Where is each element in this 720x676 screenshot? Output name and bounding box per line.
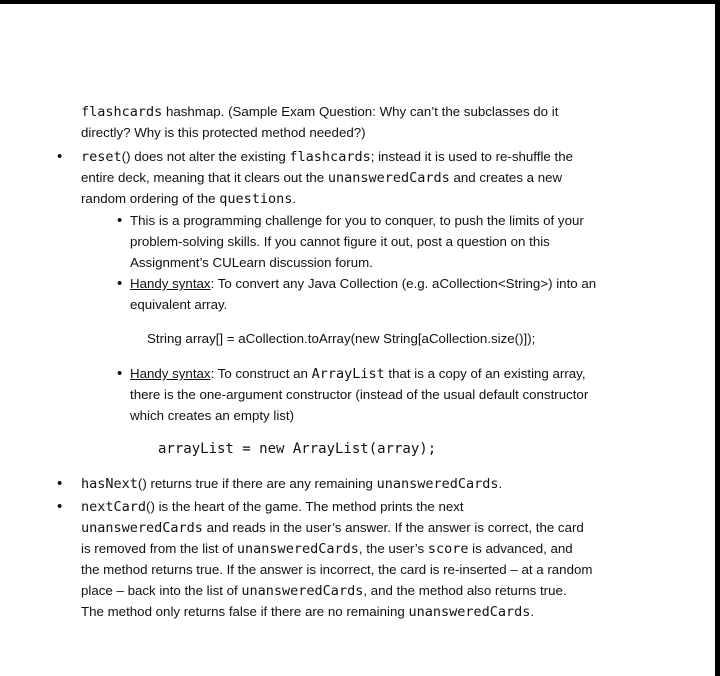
code-term: flashcards: [289, 149, 371, 165]
bullet-line: [81, 538, 573, 560]
paragraph-line: directly? Why is this protected method needed?): [81, 125, 366, 140]
code-term: nextCard: [81, 499, 147, 515]
text-run: and creates a new: [449, 170, 563, 185]
bullet-line: [81, 601, 534, 623]
sub-bullet-line: Assignment’s CULearn discussion forum.: [130, 255, 373, 270]
sub-bullet-marker: •: [117, 275, 123, 292]
document-page: [0, 4, 715, 676]
code-term: ArrayList: [311, 366, 385, 382]
sub-bullet-line: [130, 273, 596, 294]
code-term: unansweredCards: [81, 520, 203, 536]
code-term: score: [427, 541, 469, 557]
code-term: reset: [81, 149, 122, 165]
sub-bullet-line: problem-solving skills. If you cannot figure it out, post a question on this: [130, 234, 550, 249]
bullet-line: [81, 167, 562, 189]
code-term: unansweredCards: [376, 476, 499, 492]
text-run: .: [292, 191, 297, 206]
sub-bullet-line: This is a programming challenge for you to conquer, to push the limits of your: [130, 213, 584, 228]
text-run: that is a copy of an existing array,: [384, 366, 586, 381]
paragraph-line: [81, 101, 558, 123]
code-example: String array[] = aCollection.toArray(new String[aCollection.size()]);: [147, 331, 536, 346]
text-run: .: [530, 604, 535, 619]
code-term: unansweredCards: [408, 604, 531, 620]
code-term: flashcards: [81, 104, 163, 120]
sub-bullet-line: which creates an empty list): [130, 408, 295, 423]
sub-bullet-marker: •: [117, 212, 123, 229]
bullet-line: the method returns true. If the answer is incorrect, the card is re-inserted – at a random: [81, 562, 593, 577]
text-run: : To convert any Java Collection (e.g. aCollection<String>) into an: [210, 276, 597, 291]
code-term: unansweredCards: [327, 170, 450, 186]
sub-bullet-line: [130, 363, 586, 385]
bullet-marker: •: [57, 498, 63, 515]
text-run: hashmap. (Sample Exam Question: Why can’t the subclasses do it: [162, 104, 559, 119]
sub-bullet-marker: •: [117, 365, 123, 382]
sub-bullet-line: there is the one-argument constructor (instead of the usual default constructor: [130, 387, 589, 402]
text-run: is advanced, and: [468, 541, 573, 556]
bullet-line: [81, 517, 584, 539]
bullet-marker: •: [57, 475, 63, 492]
code-term: questions: [219, 191, 293, 207]
bullet-line: [81, 473, 502, 495]
text-run: : To construct an: [210, 366, 312, 381]
code-term: unansweredCards: [241, 583, 364, 599]
sub-bullet-line: equivalent array.: [130, 297, 228, 312]
handy-syntax-label: Handy syntax: [130, 276, 211, 291]
text-run: and reads in the user’s answer. If the answer is correct, the card: [202, 520, 584, 535]
text-run: entire deck, meaning that it clears out the: [81, 170, 328, 185]
text-run: , and the method also returns true.: [363, 583, 567, 598]
bullet-line: [81, 580, 567, 602]
text-run: () is the heart of the game. The method prints the next: [146, 499, 464, 514]
code-example: arrayList = new ArrayList(array);: [158, 441, 437, 457]
text-run: () returns true if there are any remaining: [137, 476, 377, 491]
bullet-marker: •: [57, 148, 63, 165]
text-run: The method only returns false if there are no remaining: [81, 604, 409, 619]
text-run: () does not alter the existing: [121, 149, 290, 164]
bullet-line: [81, 496, 464, 518]
code-term: hasNext: [81, 476, 138, 492]
text-run: , the user’s: [358, 541, 428, 556]
text-run: random ordering of the: [81, 191, 220, 206]
code-term: unansweredCards: [236, 541, 359, 557]
handy-syntax-label: Handy syntax: [130, 366, 211, 381]
text-run: .: [498, 476, 503, 491]
text-run: place – back into the list of: [81, 583, 242, 598]
bullet-line: [81, 146, 573, 168]
text-run: ; instead it is used to re-shuffle the: [370, 149, 573, 164]
text-run: is removed from the list of: [81, 541, 237, 556]
bullet-line: [81, 188, 296, 210]
